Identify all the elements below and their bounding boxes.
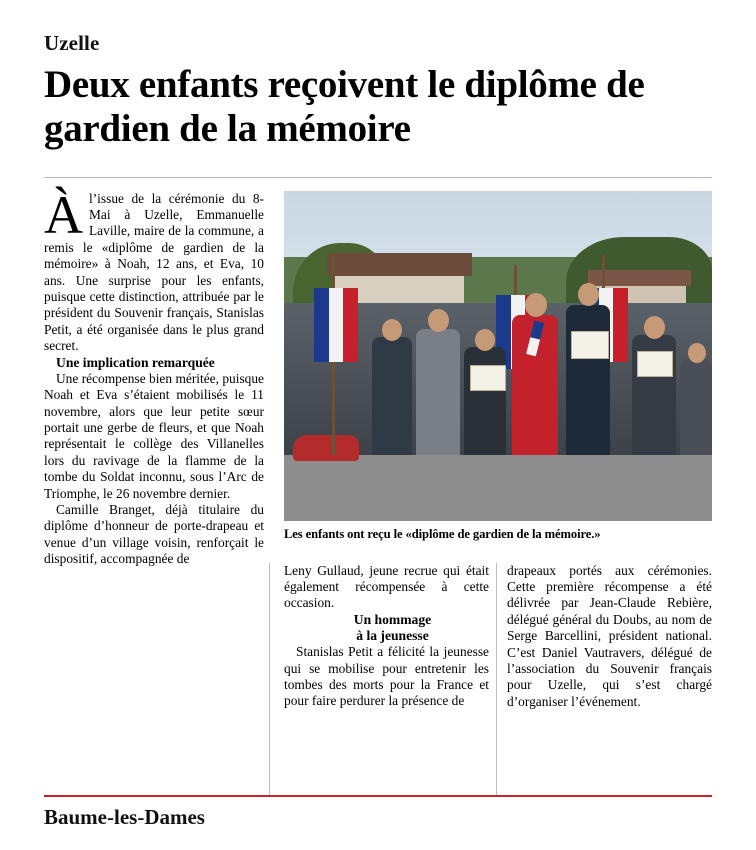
photo-head-5	[644, 316, 665, 339]
lead-paragraph-text: l’issue de la cérémonie du 8-Mai à Uzelle, Emmanuelle Laville, maire de la commune, a remis le «diplôme de gardien de la mémoire» à Noah, 12 ans, et Eva, 10 ans. Une surprise pour les enfants, puisque cette distinction, attribuée par le président du Souvenir français, Stanislas Petit, a été organisée dans le plus grand secret.	[44, 190, 264, 354]
column-divider-2	[496, 563, 497, 795]
photo-head-mayor	[525, 293, 547, 317]
footer-divider	[44, 795, 712, 797]
article-column-2	[284, 563, 489, 710]
photo-diploma-1	[470, 365, 506, 391]
photo-diploma-2	[571, 331, 609, 359]
photo-red-vehicle	[293, 435, 359, 461]
photo-person-2	[416, 329, 460, 455]
photo-person-mayor	[512, 315, 558, 455]
photo-diploma-3	[637, 351, 673, 377]
article-column-3	[507, 563, 712, 711]
footer-section-kicker: Baume-les-Dames	[44, 805, 205, 829]
photo-person-5	[632, 335, 676, 455]
photo-head-1	[382, 319, 402, 341]
paragraph-5: Stanislas Petit a félicité la jeunesse qui se mobilise pour entretenir les tombes des morts pour la France et pour faire perdurer la présence de	[284, 644, 489, 709]
article-column-1	[44, 184, 264, 568]
page-title: Deux enfants reçoivent le diplôme de gardien de la mémoire	[44, 63, 645, 150]
photo-flag-1	[314, 288, 358, 362]
paragraph-3: Camille Branget, déjà titulaire du diplôme d’honneur de porte-drapeau et venue d’un village voisin, renforçait le dispositif, accompagnée de	[44, 502, 264, 567]
photo-person-3	[464, 347, 506, 455]
photo-house-left-roof	[327, 253, 473, 276]
photo-head-2	[428, 309, 449, 332]
drop-cap: À	[44, 184, 83, 245]
photo-caption: Les enfants ont reçu le «diplôme de gardien de la mémoire.»	[284, 526, 601, 541]
section-kicker: Uzelle	[44, 31, 100, 55]
paragraph-4: Leny Gullaud, jeune recrue qui était également récompensée à cette occasion.	[284, 562, 489, 611]
photo-head-4	[578, 283, 599, 306]
subheading-2-line-2: à la jeunesse	[356, 627, 429, 643]
photo-person-1	[372, 337, 412, 455]
photo-head-6	[688, 343, 706, 363]
paragraph-6: drapeaux portés aux cérémonies. Cette première récompense a été délivrée par Jean-Claude Rebière, délégué général du Doubs, au nom de Serge Barcellini, président national. C’est Daniel Vautravers, délégué de l’association du Souvenir français pour Uzelle, qui s’est chargé d’organiser l’événement.	[507, 562, 712, 709]
paragraph-2: Une récompense bien méritée, puisque Noah et Eva s’étaient mobilisés le 11 novembre, alors que leur petite sœur portait une gerbe de fleurs, et que Noah représentait le collège des Villanelles lors du ravivage de la flamme de la tombe du Soldat inconnu, sous l’Arc de Triomphe, le 26 novembre dernier.	[44, 370, 264, 501]
photo-person-6	[680, 359, 712, 455]
subheading-2-line-1: Un hommage	[353, 611, 432, 627]
lead-paragraph	[44, 184, 264, 355]
ceremony-photo	[284, 191, 712, 521]
header-divider	[44, 177, 712, 178]
photo-head-3	[475, 329, 495, 351]
photo-person-4	[566, 305, 610, 455]
column-divider-1	[269, 563, 270, 795]
photo-tricolor-sash	[522, 320, 544, 373]
newspaper-page	[0, 32, 756, 850]
subheading-1: Une implication remarquée	[56, 354, 215, 370]
article-photo-block	[284, 191, 712, 542]
